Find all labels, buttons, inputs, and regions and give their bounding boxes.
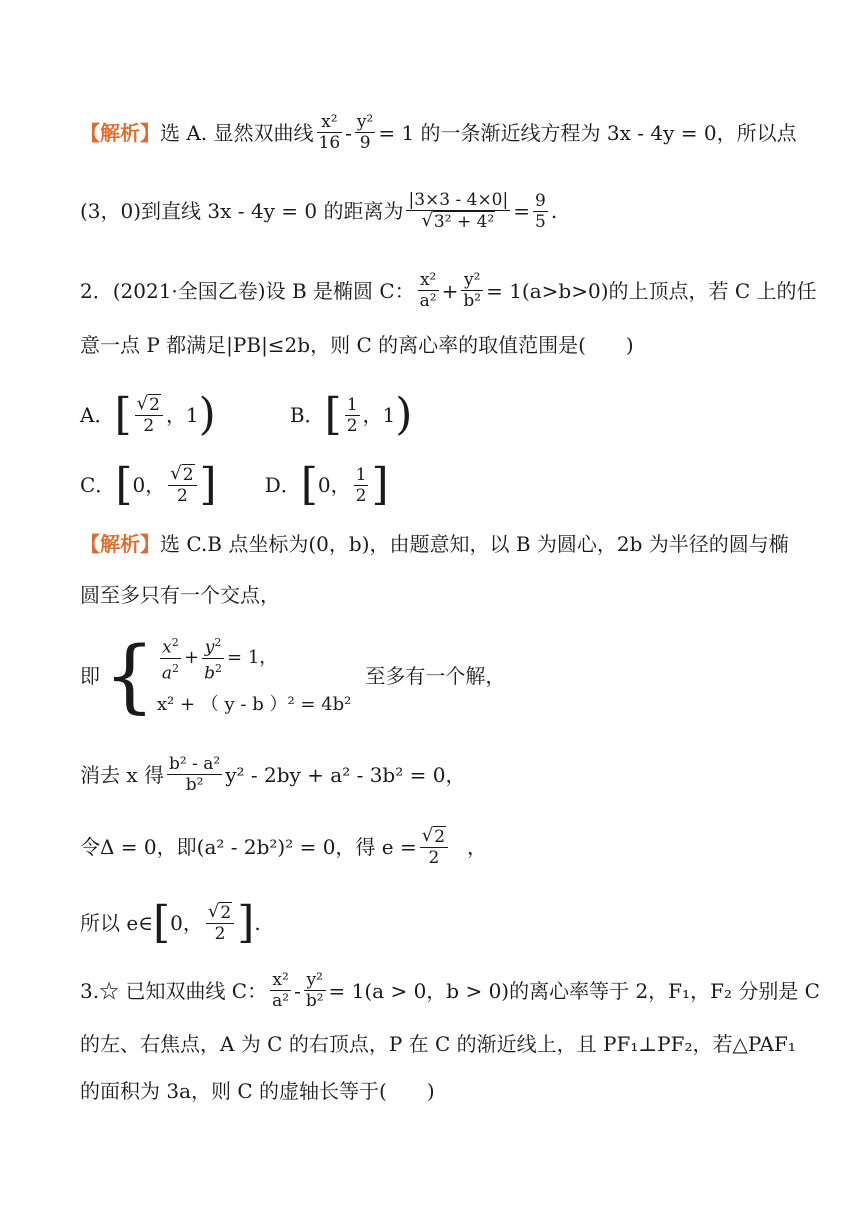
options-cd xyxy=(80,459,780,510)
fraction xyxy=(304,970,326,1011)
numerator: y² xyxy=(306,970,323,990)
text: = 1， xyxy=(227,647,278,668)
text: 0， xyxy=(170,911,203,935)
denominator: a² xyxy=(272,991,290,1011)
fraction: √ 2 2 xyxy=(420,826,448,868)
option-d[interactable]: D． [ 0， $\frac{1}{2}$ ] xyxy=(264,459,389,510)
fraction xyxy=(167,754,222,795)
equation-system: { $\frac{x^2}{a^2}$ + $\frac{y^2}{b^2}$ = 1， x² + （ y - b ）² = 4b² xyxy=(104,629,352,722)
solution2-line2 xyxy=(80,581,780,609)
text: 选 A. 显然双曲线 xyxy=(160,120,314,145)
analysis-tag: 【解析】 xyxy=(80,120,160,145)
text: (3，0)到直线 3x - 4y = 0 的距离为 xyxy=(80,199,404,223)
fraction xyxy=(533,191,548,232)
numerator: b² - a² xyxy=(169,754,221,774)
denominator: 2 xyxy=(428,848,440,868)
delta-line xyxy=(80,826,780,868)
question2-line2 xyxy=(80,331,780,359)
fraction xyxy=(461,270,483,311)
question2-line1 xyxy=(80,270,817,311)
text: ，1 xyxy=(362,403,396,427)
denominator: 2 xyxy=(176,486,188,506)
option-b[interactable]: B． [ $\frac{1}{2}$ ，1 ) xyxy=(289,389,413,440)
radicand: 2 xyxy=(434,827,446,847)
radicand: 3² + 4² xyxy=(433,212,495,232)
numerator: |3×3 - 4×0| xyxy=(408,190,509,210)
operator: = xyxy=(513,199,530,223)
option-label: A． xyxy=(80,403,115,427)
denominator: 2 xyxy=(346,415,358,436)
fraction xyxy=(345,395,360,436)
radicand: 2 xyxy=(149,395,160,415)
operator: + xyxy=(441,278,459,303)
denominator: b² xyxy=(185,775,204,795)
fraction xyxy=(355,112,375,153)
operator: - xyxy=(345,120,352,145)
text: = 1(a>b>0)的上顶点，若 C 上的任 xyxy=(486,278,817,303)
text: 2．(2021·全国乙卷)设 B 是椭圆 C： xyxy=(80,278,415,303)
text: 选 C.B 点坐标为(0，b)，由题意知，以 B 为圆心，2b 为半径的圆与椭 xyxy=(160,532,789,556)
equation-system-line xyxy=(80,629,780,722)
question3-line1 xyxy=(80,970,820,1011)
solution2-line1 xyxy=(80,530,789,558)
option-label: C． xyxy=(80,473,116,497)
option-label: B． xyxy=(289,403,325,427)
fraction xyxy=(354,465,369,506)
fraction: √ 2 2 xyxy=(206,902,234,944)
text: = 1(a > 0，b > 0)的离心率等于 2，F₁，F₂ 分别是 C xyxy=(328,978,820,1003)
denominator: b² xyxy=(305,991,324,1011)
denominator: 2 xyxy=(355,485,367,506)
text: ，1 xyxy=(165,403,199,427)
option-label: D． xyxy=(264,473,301,497)
text: 令Δ = 0，即(a² - 2b²)² = 0，得 e = xyxy=(80,835,417,859)
text: 3.☆ 已知双曲线 C： xyxy=(80,978,268,1003)
text: 所以 e∈ xyxy=(80,911,153,935)
numerator: y² xyxy=(464,270,481,290)
question3-line2 xyxy=(80,1030,796,1058)
numerator: 1 xyxy=(346,394,358,415)
denominator: 5 xyxy=(535,211,546,232)
text: 的面积为 3a，则 C 的虚轴长等于( ) xyxy=(80,1079,435,1103)
fraction xyxy=(418,270,439,311)
numerator: x² xyxy=(419,270,437,290)
denominator: b² xyxy=(463,291,482,311)
fraction: √ 2 2 xyxy=(168,464,196,506)
numerator: y² xyxy=(356,112,374,132)
sqrt: √ 3² + 4² xyxy=(421,210,495,232)
denominator: a² xyxy=(419,291,437,311)
numerator: x² xyxy=(272,970,289,990)
equation-row-1: $\frac{x^2}{a^2}$ + $\frac{y^2}{b^2}$ = 1， xyxy=(161,635,278,684)
option-a[interactable]: A． [ √ 2 2 ，1 ) xyxy=(80,389,216,440)
denominator: 9 xyxy=(359,133,371,153)
numerator: x² xyxy=(321,112,338,132)
question3-line3 xyxy=(80,1077,780,1105)
analysis-tag: 【解析】 xyxy=(80,532,160,556)
numerator: 9 xyxy=(535,190,546,211)
text: 至多有一个解， xyxy=(365,664,506,688)
denominator: 2 xyxy=(214,924,226,944)
fraction xyxy=(270,970,291,1011)
text: 0， xyxy=(317,473,351,497)
operator: - xyxy=(294,978,301,1003)
text: . xyxy=(550,199,558,223)
text: 消去 x 得 xyxy=(80,762,164,787)
text: 意一点 P 都满足|PB|≤2b，则 C 的离心率的取值范围是( ) xyxy=(80,333,634,357)
denominator: 16 xyxy=(318,133,341,153)
text: 即 xyxy=(80,664,100,688)
option-c[interactable]: C． [ 0， √ 2 2 ] xyxy=(80,459,217,510)
text: ， xyxy=(467,835,488,859)
fraction: √ 2 2 xyxy=(135,394,163,436)
fraction xyxy=(317,112,343,153)
conclusion-line: 所以 e∈ [ 0， √ 2 2 ] . xyxy=(80,897,261,948)
text: y² - 2by + a² - 3b² = 0， xyxy=(225,762,466,787)
text: 圆至多只有一个交点， xyxy=(80,583,280,607)
text: . xyxy=(254,911,261,935)
options-ab xyxy=(80,389,780,440)
radicand: 2 xyxy=(220,903,232,923)
text: 0， xyxy=(132,473,166,497)
denominator: 2 xyxy=(143,416,155,436)
radicand: 2 xyxy=(182,465,194,485)
text: 的左、右焦点，A 为 C 的右顶点，P 在 C 的渐近线上，且 PF₁⊥PF₂，若△PAF₁ xyxy=(80,1032,796,1056)
distance-fraction xyxy=(406,190,510,232)
numerator: 1 xyxy=(355,464,367,485)
solution1-line1 xyxy=(80,112,797,153)
text: = 1 的一条渐近线方程为 3x - 4y = 0，所以点 xyxy=(378,120,797,145)
eliminate-x-line xyxy=(80,754,780,795)
equation-row-2: x² + （ y - b ）² = 4b² xyxy=(156,694,352,716)
solution1-line2 xyxy=(80,190,780,232)
